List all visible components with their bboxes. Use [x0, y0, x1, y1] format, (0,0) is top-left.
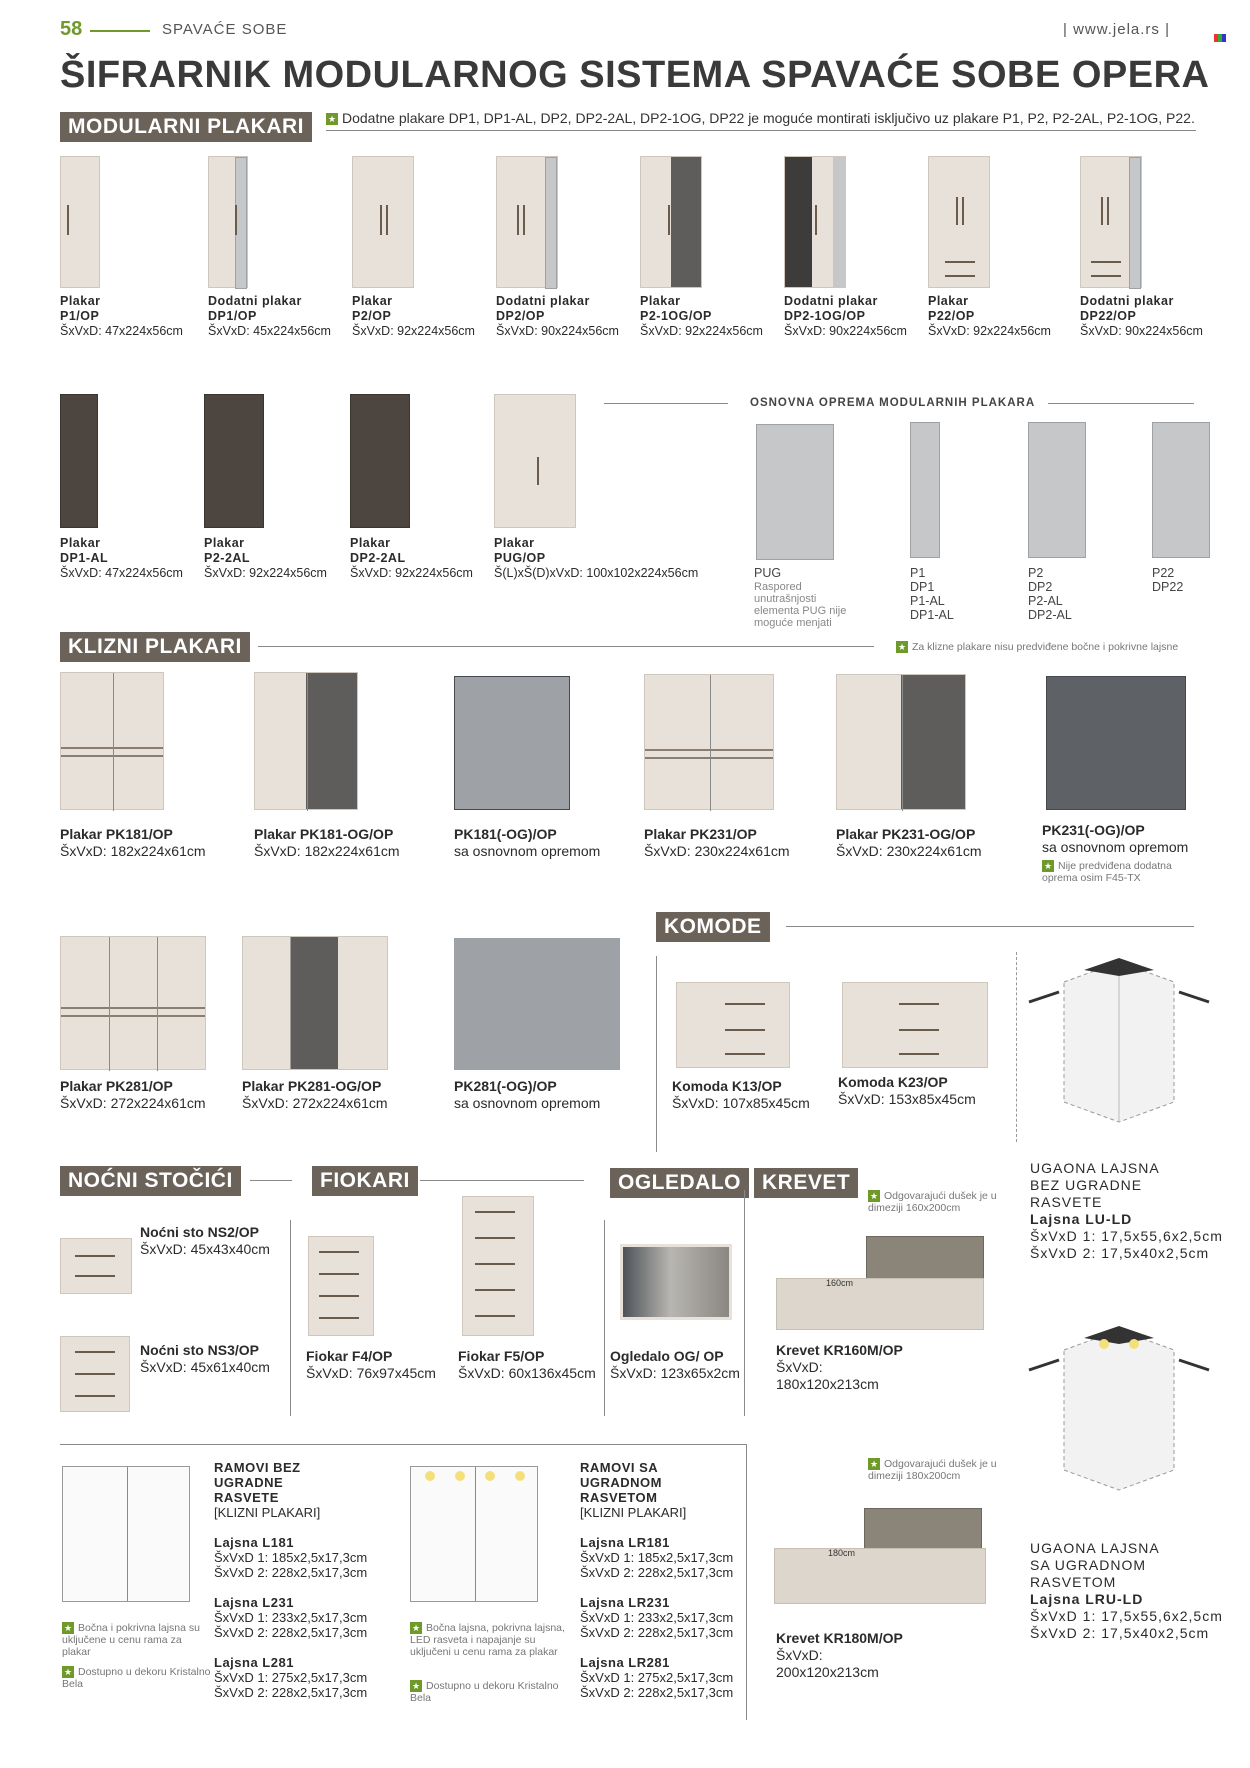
section-name: SPAVAĆE SOBE: [162, 21, 288, 38]
f5-image: [462, 1196, 534, 1336]
wardrobe-p2-2al-image: [204, 394, 264, 528]
frame-no-led-image: [62, 1466, 190, 1602]
page-number: 58: [60, 18, 83, 40]
corner-strip-1-text: UGAONA LAJSNA BEZ UGRADNE RASVETE Lajsna LU-LD ŠxVxD 1: 17,5x55,6x2,5cm ŠxVxD 2: 17,5x40x2,5cm: [1030, 1160, 1223, 1261]
frames-no-led-text: RAMOVI BEZ UGRADNE RASVETE [KLIZNI PLAKARI] Lajsna L181 ŠxVxD 1: 185x2,5x17,3cm ŠxVxD 2: 228x2,5x17,3cm Lajsna L231 ŠxVxD 1: 233x2,5x17,3cm ŠxVxD 2: 228x2,5x17,3cm Lajsna L281 ŠxVxD 1: 275x2,5x17,3cm ŠxVxD 2: 228x2,5x17,3cm: [214, 1460, 368, 1700]
pk231-note: ★ Nije predviđena dodatna oprema osim F45-TX: [1042, 860, 1172, 885]
frame-led-note-2: ★ Dostupno u dekoru Kristalno Bela: [410, 1680, 559, 1705]
product-dp2-1og: Dodatni plakar DP2-1OG/OP ŠxVxD: 90x224x56cm: [784, 294, 907, 338]
sliding-header: KLIZNI PLAKARI: [60, 632, 250, 662]
product-kr160: Krevet KR160M/OP ŠxVxD: 180x120x213cm: [776, 1342, 903, 1392]
drawers-divider: [604, 1220, 605, 1416]
frame-no-led-note-1: ★ Bočna i pokrivna lajsna su uključene u cenu rama za plakar: [62, 1622, 200, 1659]
pk231-og-image: [836, 674, 966, 810]
star-icon: ★: [63, 1623, 73, 1634]
basic-equipment-header: OSNOVNA OPREMA MODULARNIH PLAKARA: [750, 397, 1036, 409]
pk281-interior-image: [454, 938, 620, 1070]
wardrobe-dp22-image: [1080, 156, 1142, 288]
k13-image: [676, 982, 790, 1068]
product-mirror: Ogledalo OG/ OP ŠxVxD: 123x65x2cm: [610, 1348, 740, 1381]
wardrobe-dp1-al-image: [60, 394, 98, 528]
product-dp2-2al: Plakar DP2-2AL ŠxVxD: 92x224x56cm: [350, 536, 473, 580]
product-pk181: Plakar PK181/OP ŠxVxD: 182x224x61cm: [60, 826, 206, 859]
product-dp1: Dodatni plakar DP1/OP ŠxVxD: 45x224x56cm: [208, 294, 331, 338]
bed-header: KREVET: [754, 1168, 858, 1198]
frame-led-image: [410, 1466, 538, 1602]
pk231-image: [644, 674, 774, 810]
wardrobe-dp2-1og-image: [784, 156, 846, 288]
led-light-icon: [425, 1471, 435, 1481]
star-icon: ★: [411, 1623, 421, 1634]
bed-note-1: ★ Odgovarajući dušek je u dimeziji 160x200cm: [868, 1190, 997, 1215]
pk181-og-image: [254, 672, 358, 810]
star-icon: ★: [897, 642, 907, 653]
product-pk181-og: Plakar PK181-OG/OP ŠxVxD: 182x224x61cm: [254, 826, 400, 859]
modular-header: MODULARNI PLAKARI: [60, 112, 312, 142]
bed-kr180-image: [774, 1548, 986, 1604]
product-pk231: Plakar PK231/OP ŠxVxD: 230x224x61cm: [644, 826, 790, 859]
modular-note-text: Dodatne plakare DP1, DP1-AL, DP2, DP2-2AL, DP2-1OG, DP22 je moguće montirati isključivo uz plakare P1, P2, P2-2AL, P2-1OG, P22.: [342, 110, 1195, 126]
mirror-header: OGLEDALO: [610, 1168, 749, 1198]
product-pk231-interior: PK231(-OG)/OP sa osnovnom opremom: [1042, 822, 1189, 855]
product-ns3: Noćni sto NS3/OP ŠxVxD: 45x61x40cm: [140, 1342, 270, 1375]
pk181-interior-image: [454, 676, 570, 810]
night-divider: [290, 1220, 291, 1416]
sliding-rule: [258, 646, 874, 647]
basic-labels-p22: P22 DP22: [1152, 566, 1184, 594]
product-p22: Plakar P22/OP ŠxVxD: 92x224x56cm: [928, 294, 1051, 338]
star-icon: ★: [411, 1681, 421, 1692]
product-dp22: Dodatni plakar DP22/OP ŠxVxD: 90x224x56cm: [1080, 294, 1203, 338]
mirror-divider: [744, 1190, 745, 1416]
brand-logo-icon: [1214, 34, 1226, 42]
frame-no-led-note-2: ★ Dostupno u dekoru Kristalno Bela: [62, 1666, 211, 1691]
wardrobe-p2-image: [352, 156, 414, 288]
star-icon: ★: [327, 114, 337, 125]
product-p2: Plakar P2/OP ŠxVxD: 92x224x56cm: [352, 294, 475, 338]
wardrobe-p1-image: [60, 156, 100, 288]
corner-strip-2-text: UGAONA LAJSNA SA UGRADNOM RASVETOM Lajsna LRU-LD ŠxVxD 1: 17,5x55,6x2,5cm ŠxVxD 2: 17,5x40x2,5cm: [1030, 1540, 1223, 1641]
product-f4: Fiokar F4/OP ŠxVxD: 76x97x45cm: [306, 1348, 436, 1381]
f4-image: [308, 1236, 374, 1336]
page-number-rule: [90, 30, 150, 32]
product-pk181-interior: PK181(-OG)/OP sa osnovnom opremom: [454, 826, 601, 859]
p1-interior-image: [910, 422, 940, 558]
product-pk281-og: Plakar PK281-OG/OP ŠxVxD: 272x224x61cm: [242, 1078, 388, 1111]
pug-label: PUG: [754, 566, 782, 580]
corner-strip-image: [1024, 952, 1214, 1142]
sliding-note: ★ Za klizne plakare nisu predviđene bočne i pokrivne lajsne: [897, 641, 1179, 653]
product-k23: Komoda K23/OP ŠxVxD: 153x85x45cm: [838, 1074, 976, 1107]
star-icon: ★: [869, 1191, 879, 1202]
product-k13: Komoda K13/OP ŠxVxD: 107x85x45cm: [672, 1078, 810, 1111]
star-icon: ★: [63, 1667, 73, 1678]
pk281-og-image: [242, 936, 388, 1070]
frames-led-text: RAMOVI SA UGRADNOM RASVETOM [KLIZNI PLAKARI] Lajsna LR181 ŠxVxD 1: 185x2,5x17,3cm ŠxVxD 2: 228x2,5x17,3cm Lajsna LR231 ŠxVxD 1: 233x2,5x17,3cm ŠxVxD 2: 228x2,5x17,3cm Lajsna LR281 ŠxVxD 1: 275x2,5x17,3cm ŠxVxD 2: 228x2,5x17,3cm: [580, 1460, 734, 1700]
mirror-image: [620, 1244, 732, 1320]
pk231-interior-image: [1046, 676, 1186, 810]
wardrobe-p2-1og-image: [640, 156, 702, 288]
corner-strip-led-image: [1024, 1320, 1214, 1510]
ns2-image: [60, 1238, 132, 1294]
night-rule: [250, 1180, 292, 1181]
product-p1: Plakar P1/OP ŠxVxD: 47x224x56cm: [60, 294, 183, 338]
wardrobe-p22-image: [928, 156, 990, 288]
bed-kr160-size: 160cm: [826, 1278, 854, 1288]
bed-note-2: ★ Odgovarajući dušek je u dimeziji 180x200cm: [868, 1458, 997, 1483]
bed-kr160-image: [776, 1278, 984, 1330]
bed-kr180-size: 180cm: [828, 1548, 856, 1558]
product-dp2: Dodatni plakar DP2/OP ŠxVxD: 90x224x56cm: [496, 294, 619, 338]
product-pk281-interior: PK281(-OG)/OP sa osnovnom opremom: [454, 1078, 601, 1111]
k23-image: [842, 982, 988, 1068]
basic-labels-p1: P1 DP1 P1-AL DP1-AL: [910, 566, 954, 622]
pk181-image: [60, 672, 164, 810]
bed-divider: [746, 1444, 747, 1720]
drawers-header: FIOKARI: [312, 1166, 418, 1196]
wardrobe-dp2-image: [496, 156, 558, 288]
star-icon: ★: [869, 1459, 879, 1470]
modular-note: [326, 110, 1196, 131]
product-kr180: Krevet KR180M/OP ŠxVxD: 200x120x213cm: [776, 1630, 903, 1680]
product-p2-1og: Plakar P2-1OG/OP ŠxVxD: 92x224x56cm: [640, 294, 763, 338]
basic-rule-left: [604, 403, 728, 404]
night-header: NOĆNI STOČIĆI: [60, 1166, 241, 1196]
led-light-icon: [485, 1471, 495, 1481]
product-p2-2al: Plakar P2-2AL ŠxVxD: 92x224x56cm: [204, 536, 327, 580]
basic-labels-p2: P2 DP2 P2-AL DP2-AL: [1028, 566, 1072, 622]
dressers-header: KOMODE: [656, 912, 770, 942]
drawers-rule: [420, 1180, 584, 1181]
led-light-icon: [455, 1471, 465, 1481]
product-f5: Fiokar F5/OP ŠxVxD: 60x136x45cm: [458, 1348, 596, 1381]
basic-rule-right: [1048, 403, 1194, 404]
pug-interior-image: [756, 424, 834, 560]
dressers-divider: [656, 956, 657, 1152]
pug-note: Raspored unutrašnjosti elementa PUG nije moguće menjati: [754, 581, 847, 629]
wardrobe-dp2-2al-image: [350, 394, 410, 528]
website-link[interactable]: | www.jela.rs |: [1063, 21, 1170, 38]
product-ns2: Noćni sto NS2/OP ŠxVxD: 45x43x40cm: [140, 1224, 270, 1257]
pk281-image: [60, 936, 206, 1070]
product-dp1-al: Plakar DP1-AL ŠxVxD: 47x224x56cm: [60, 536, 183, 580]
p2-interior-image: [1028, 422, 1086, 558]
p22-interior-image: [1152, 422, 1210, 558]
ns3-image: [60, 1336, 130, 1412]
product-pk281: Plakar PK281/OP ŠxVxD: 272x224x61cm: [60, 1078, 206, 1111]
product-pug: Plakar PUG/OP Š(L)xŠ(D)xVxD: 100x102x224x56cm: [494, 536, 699, 580]
wardrobe-pug-image: [494, 394, 576, 528]
page-title: ŠIFRARNIK MODULARNOG SISTEMA SPAVAĆE SOBE OPERA: [60, 54, 1210, 96]
star-icon: ★: [1043, 861, 1053, 872]
led-light-icon: [515, 1471, 525, 1481]
frame-led-note-1: ★ Bočna lajsna, pokrivna lajsna, LED rasveta i napajanje su uključeni u cenu rama za plakar: [410, 1622, 565, 1659]
wardrobe-dp1-image: [208, 156, 248, 288]
dressers-rule: [786, 926, 1194, 927]
frames-rule: [60, 1444, 746, 1445]
product-pk231-og: Plakar PK231-OG/OP ŠxVxD: 230x224x61cm: [836, 826, 982, 859]
corner-divider: [1016, 952, 1018, 1142]
